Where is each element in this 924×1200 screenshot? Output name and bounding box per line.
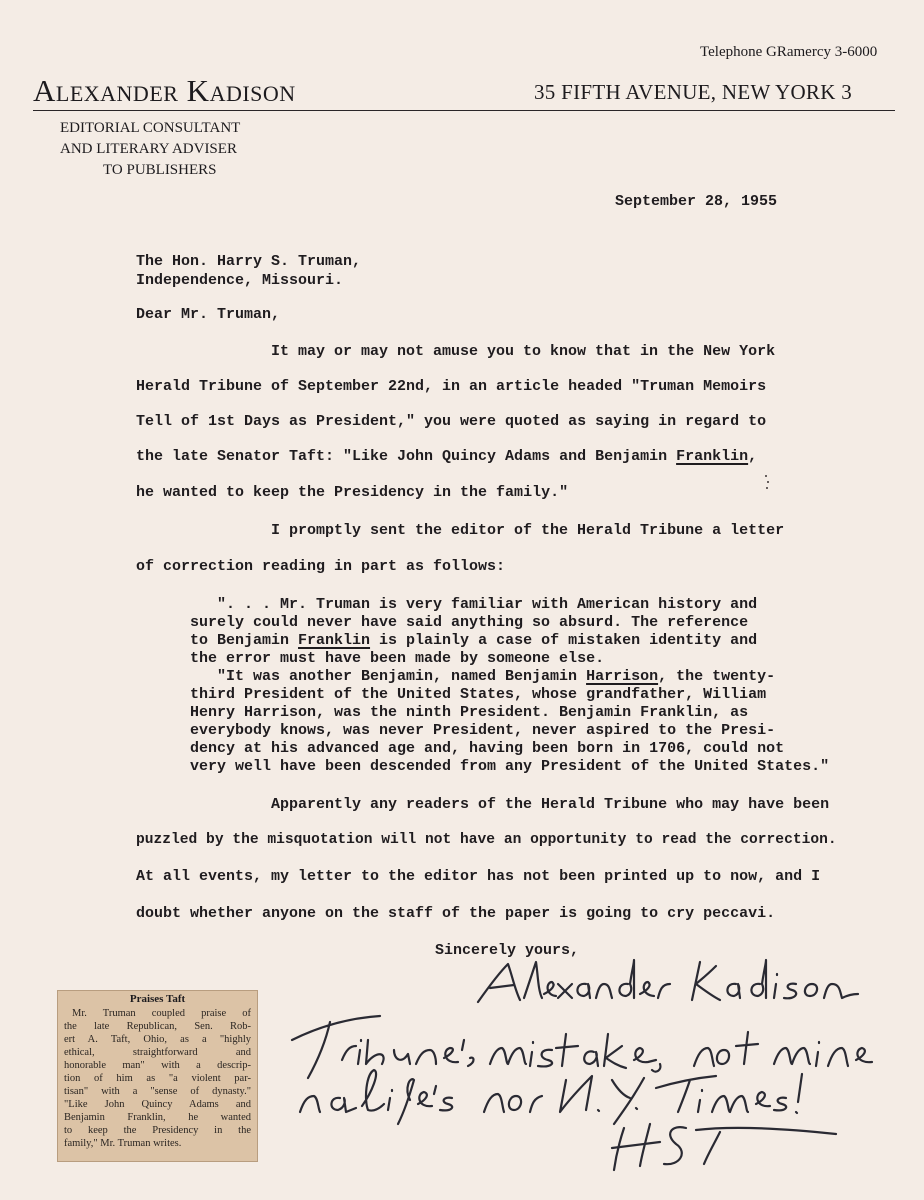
annotation-line-1 xyxy=(292,1016,872,1078)
telephone-number: Telephone GRamercy 3-6000 xyxy=(700,44,878,60)
letterhead-role: TO PUBLISHERS xyxy=(103,162,217,178)
paragraph-line: At all events, my letter to the editor has not been printed up to now, and I xyxy=(136,868,821,885)
underlined-word: Harrison xyxy=(586,668,659,685)
quote-line: to Benjamin Franklin is plainly a case of mistaken identity and xyxy=(190,632,758,649)
paragraph-line: of correction reading in part as follows: xyxy=(136,558,506,575)
recipient-line: The Hon. Harry S. Truman, xyxy=(136,253,362,270)
quote-line: ". . . Mr. Truman is very familiar with American history and xyxy=(217,596,758,613)
quote-line: third President of the United States, whose grandfather, William xyxy=(190,686,767,703)
clipping-line: the late Republican, Sen. Rob- xyxy=(64,1021,251,1032)
recipient-line: Independence, Missouri. xyxy=(136,272,344,289)
clipping-line: Mr. Truman coupled praise of xyxy=(72,1008,251,1019)
quote-line: "It was another Benjamin, named Benjamin Harrison, the twenty- xyxy=(217,668,776,685)
paragraph-line: the late Senator Taft: "Like John Quincy Adams and Benjamin Franklin, xyxy=(136,448,758,465)
clipping-line: honorable man" with a descrip- xyxy=(64,1060,251,1071)
clipping-line: family," Mr. Truman writes. xyxy=(64,1138,182,1149)
letter-date: September 28, 1955 xyxy=(615,193,778,210)
clipping-line: ert A. Taft, Ohio, as a "highly xyxy=(64,1034,251,1045)
clipping-line: Benjamin Franklin, he wanted xyxy=(64,1112,251,1123)
paragraph-line: Herald Tribune of September 22nd, in an article headed "Truman Memoirs xyxy=(136,378,767,395)
clipping-title: Praises Taft xyxy=(129,993,186,1005)
ink-dots xyxy=(765,475,769,489)
underlined-word: Franklin xyxy=(298,632,371,649)
letterhead-address: 35 FIFTH AVENUE, NEW YORK 3 xyxy=(534,80,853,104)
signature xyxy=(478,960,858,1002)
paragraph-line: It may or may not amuse you to know that in the New York xyxy=(271,343,776,360)
paragraph-line: doubt whether anyone on the staff of the paper is going to cry peccavi. xyxy=(136,905,776,922)
letterhead-name: Alexander Kadison xyxy=(33,73,296,108)
initials xyxy=(612,1124,836,1170)
quote-line: the error must have been made by someone else. xyxy=(190,650,605,667)
paragraph-line: puzzled by the misquotation will not have an opportunity to read the correction. xyxy=(136,832,837,848)
clipping-line: "Like John Quincy Adams and xyxy=(64,1099,251,1110)
quote-line: Henry Harrison, was the ninth President. Benjamin Franklin, as xyxy=(190,704,749,721)
clipping-line: to keep the Presidency in the xyxy=(64,1125,251,1136)
paragraph-line: he wanted to keep the Presidency in the family." xyxy=(136,484,569,501)
paragraph-line: I promptly sent the editor of the Herald Tribune a letter xyxy=(271,522,785,539)
letterhead-role: AND LITERARY ADVISER xyxy=(60,141,237,157)
closing: Sincerely yours, xyxy=(435,942,580,959)
paragraph-line: Apparently any readers of the Herald Tribune who may have been xyxy=(271,796,830,813)
quote-line: surely could never have said anything so absurd. The reference xyxy=(190,614,749,631)
annotation-line-2 xyxy=(300,1070,802,1124)
underlined-word: Franklin xyxy=(676,448,749,465)
clipping-line: ethical, straightforward and xyxy=(64,1047,251,1058)
clipping-line: tion of him as "a violent par- xyxy=(64,1073,251,1084)
quote-line: everybody knows, was never President, never aspired to the Presi- xyxy=(190,722,776,739)
clipping-line: tisan" with a "sense of dynasty." xyxy=(64,1086,251,1097)
quote-line: dency at his advanced age and, having been born in 1706, could not xyxy=(190,740,785,757)
salutation: Dear Mr. Truman, xyxy=(136,306,281,323)
quote-line: very well have been descended from any President of the United States." xyxy=(190,758,830,775)
letterhead-role: EDITORIAL CONSULTANT xyxy=(60,120,241,136)
paragraph-line: Tell of 1st Days as President," you were quoted as saying in regard to xyxy=(136,413,767,430)
